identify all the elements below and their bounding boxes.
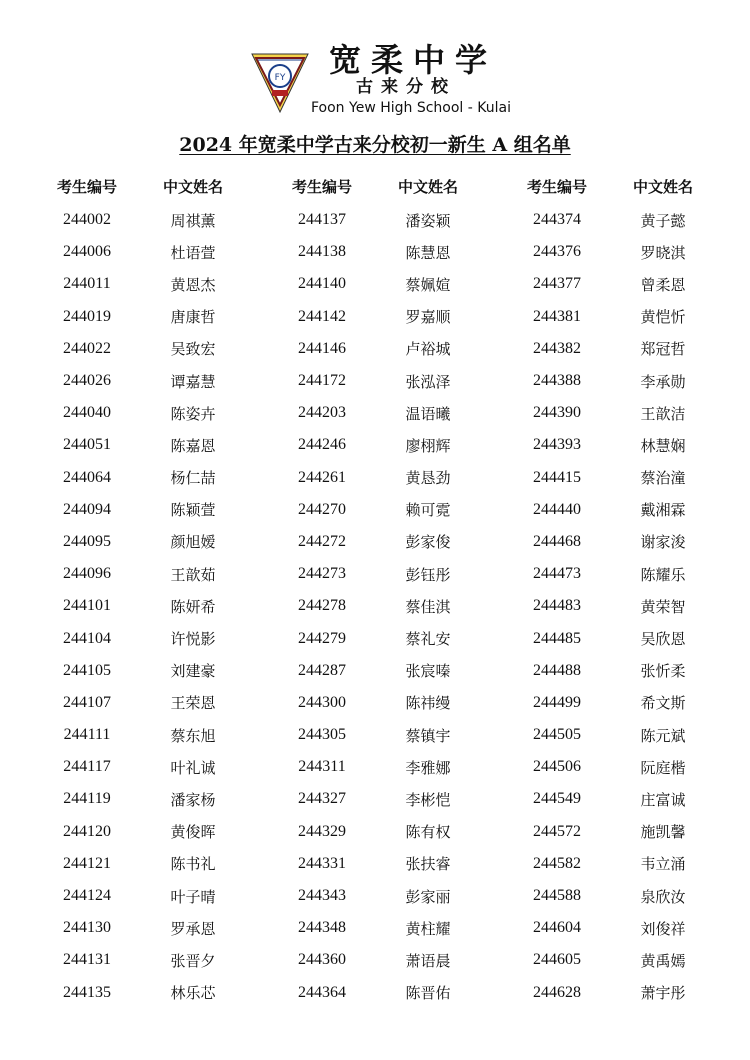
table-row — [34, 687, 246, 719]
student-name: 黄恩杰 — [170, 275, 216, 294]
student-id: 244094 — [63, 500, 111, 518]
table-row — [504, 655, 716, 687]
table-row — [504, 590, 716, 622]
student-name: 李承勋 — [640, 372, 686, 391]
table-row — [269, 687, 481, 719]
table-row — [269, 655, 481, 687]
student-id: 244011 — [63, 275, 111, 293]
table-row — [504, 751, 716, 783]
student-name: 颜旭嫒 — [170, 533, 216, 552]
table-row — [504, 333, 716, 365]
student-name: 王荣恩 — [170, 694, 216, 713]
table-row — [34, 526, 246, 558]
student-id: 244107 — [63, 693, 111, 711]
student-id: 244364 — [298, 983, 346, 1001]
student-name: 黄禹嫣 — [640, 951, 686, 970]
table-row — [269, 301, 481, 333]
student-name: 曾柔恩 — [640, 275, 686, 294]
table-row — [34, 558, 246, 590]
student-id: 244287 — [298, 661, 346, 679]
branch-name-zh: 古来分校 — [356, 77, 456, 97]
school-name-zh: 宽柔中学 — [328, 41, 497, 79]
column-header-row — [34, 168, 246, 204]
student-name: 林乐芯 — [170, 984, 216, 1003]
student-id: 244272 — [298, 532, 346, 550]
student-name: 蔡礼安 — [405, 630, 451, 649]
table-row — [34, 816, 246, 848]
student-id: 244440 — [533, 500, 581, 518]
student-name: 陈元斌 — [640, 726, 686, 745]
student-name: 叶子晴 — [170, 887, 216, 906]
table-row — [504, 558, 716, 590]
student-name: 罗嘉顺 — [405, 308, 451, 327]
student-id: 244104 — [63, 629, 111, 647]
student-name: 潘姿颖 — [405, 211, 451, 230]
table-row — [269, 365, 481, 397]
student-name: 黄恳劲 — [405, 469, 451, 488]
student-id: 244483 — [533, 597, 581, 615]
student-id: 244040 — [63, 404, 111, 422]
table-row — [269, 719, 481, 751]
table-row — [504, 816, 716, 848]
student-name: 萧宇彤 — [640, 984, 686, 1003]
student-name: 潘家杨 — [170, 790, 216, 809]
student-name: 黄俊晖 — [170, 823, 216, 842]
column-header-row — [269, 168, 481, 204]
student-name: 李雅娜 — [405, 758, 451, 777]
student-list — [34, 168, 734, 1008]
student-id: 244506 — [533, 758, 581, 776]
student-id: 244101 — [63, 597, 111, 615]
student-id: 244096 — [63, 565, 111, 583]
table-row — [34, 880, 246, 912]
student-id: 244146 — [298, 339, 346, 357]
student-id: 244006 — [63, 243, 111, 261]
student-name: 施凯馨 — [640, 823, 686, 842]
student-name: 黄恺忻 — [640, 308, 686, 327]
student-name: 吴欣恩 — [640, 630, 686, 649]
student-name: 张忻柔 — [640, 662, 686, 681]
student-id: 244473 — [533, 565, 581, 583]
table-row — [504, 429, 716, 461]
student-name: 彭家俊 — [405, 533, 451, 552]
student-name: 蔡佳淇 — [405, 597, 451, 616]
student-name: 李彬恺 — [405, 790, 451, 809]
student-name: 黄子懿 — [640, 211, 686, 230]
table-row — [34, 365, 246, 397]
student-id: 244549 — [533, 790, 581, 808]
student-name: 庄富诚 — [640, 790, 686, 809]
student-name: 林慧娴 — [640, 436, 686, 455]
student-name: 陈姿卉 — [170, 404, 216, 423]
table-row — [269, 880, 481, 912]
table-row — [269, 494, 481, 526]
student-id: 244376 — [533, 243, 581, 261]
student-name: 王歆洁 — [640, 404, 686, 423]
table-row — [269, 397, 481, 429]
header-id: 考生编号 — [526, 177, 587, 196]
student-name: 张泓泽 — [405, 372, 451, 391]
student-id: 244390 — [533, 404, 581, 422]
student-id: 244393 — [533, 436, 581, 454]
header-id: 考生编号 — [56, 177, 117, 196]
student-name: 谭嘉慧 — [170, 372, 216, 391]
student-id: 244246 — [298, 436, 346, 454]
student-id: 244119 — [63, 790, 111, 808]
student-name: 杜语萱 — [170, 243, 216, 262]
table-row — [504, 236, 716, 268]
table-row — [269, 590, 481, 622]
table-row — [269, 429, 481, 461]
student-name: 陈有权 — [405, 823, 451, 842]
table-row — [269, 558, 481, 590]
student-name: 陈嘉恩 — [170, 436, 216, 455]
table-row — [34, 590, 246, 622]
table-row — [34, 333, 246, 365]
student-id: 244120 — [63, 822, 111, 840]
student-id: 244343 — [298, 887, 346, 905]
student-id: 244111 — [63, 726, 111, 744]
student-id: 244327 — [298, 790, 346, 808]
student-id: 244311 — [298, 758, 346, 776]
student-id: 244273 — [298, 565, 346, 583]
table-row — [34, 462, 246, 494]
student-id: 244300 — [298, 693, 346, 711]
student-name: 许悦影 — [170, 630, 216, 649]
student-name: 韦立涌 — [640, 855, 686, 874]
student-id: 244485 — [533, 629, 581, 647]
student-name: 黄荣智 — [640, 597, 686, 616]
student-name: 陈颖萱 — [170, 501, 216, 520]
student-id: 244051 — [63, 436, 111, 454]
student-id: 244279 — [298, 629, 346, 647]
student-name: 刘俊祥 — [640, 919, 686, 938]
student-name: 蔡东旭 — [170, 726, 216, 745]
student-id: 244124 — [63, 887, 111, 905]
student-id: 244360 — [298, 951, 346, 969]
table-row — [504, 526, 716, 558]
student-id: 244002 — [63, 211, 111, 229]
student-name: 罗晓淇 — [640, 243, 686, 262]
table-row — [269, 912, 481, 944]
table-row — [269, 944, 481, 976]
table-row — [504, 848, 716, 880]
student-name: 希文斯 — [640, 694, 686, 713]
student-id: 244019 — [63, 307, 111, 325]
table-row — [504, 977, 716, 1009]
student-name: 刘建豪 — [170, 662, 216, 681]
table-row — [269, 816, 481, 848]
student-name: 唐康哲 — [170, 308, 216, 327]
title-text: 2024 年宽柔中学古来分校初一新生 A 组名单 — [179, 134, 571, 156]
table-row — [504, 687, 716, 719]
student-id: 244604 — [533, 919, 581, 937]
table-row — [34, 494, 246, 526]
student-name: 阮庭楷 — [640, 758, 686, 777]
student-name: 温语曦 — [405, 404, 451, 423]
column-header-row — [504, 168, 716, 204]
student-id: 244261 — [298, 468, 346, 486]
student-name: 罗承恩 — [170, 919, 216, 938]
school-name-en: Foon Yew High School - Kulai — [311, 100, 511, 116]
student-name: 陈妍希 — [170, 597, 216, 616]
student-name: 蔡镇宇 — [405, 726, 451, 745]
student-name: 郑冠哲 — [640, 340, 686, 359]
student-name: 陈耀乐 — [640, 565, 686, 584]
student-name: 戴湘霖 — [640, 501, 686, 520]
table-row — [269, 783, 481, 815]
student-id: 244203 — [298, 404, 346, 422]
table-row — [504, 880, 716, 912]
table-row — [269, 977, 481, 1009]
student-name: 王歆茹 — [170, 565, 216, 584]
student-name: 彭钰彤 — [405, 565, 451, 584]
table-row — [34, 204, 246, 236]
student-id: 244026 — [63, 372, 111, 390]
student-id: 244381 — [533, 307, 581, 325]
student-name: 蔡姵媗 — [405, 275, 451, 294]
student-name: 吴致宏 — [170, 340, 216, 359]
table-row — [34, 977, 246, 1009]
list-column — [34, 168, 246, 1009]
table-row — [504, 783, 716, 815]
table-row — [34, 301, 246, 333]
student-id: 244468 — [533, 532, 581, 550]
student-name: 张晋夕 — [170, 951, 216, 970]
student-name: 卢裕城 — [405, 340, 451, 359]
header-name: 中文姓名 — [162, 177, 223, 196]
table-row — [34, 944, 246, 976]
table-row — [504, 204, 716, 236]
student-id: 244377 — [533, 275, 581, 293]
table-row — [504, 944, 716, 976]
student-name: 黄柱耀 — [405, 919, 451, 938]
student-id: 244137 — [298, 211, 346, 229]
student-name: 陈书礼 — [170, 855, 216, 874]
student-id: 244388 — [533, 372, 581, 390]
student-id: 244374 — [533, 211, 581, 229]
table-row — [269, 622, 481, 654]
student-id: 244131 — [63, 951, 111, 969]
table-row — [269, 268, 481, 300]
table-row — [34, 912, 246, 944]
student-id: 244605 — [533, 951, 581, 969]
table-row — [504, 494, 716, 526]
student-name: 彭家丽 — [405, 887, 451, 906]
student-id: 244117 — [63, 758, 111, 776]
student-id: 244331 — [298, 854, 346, 872]
table-row — [34, 848, 246, 880]
table-row — [269, 236, 481, 268]
table-row — [269, 751, 481, 783]
student-id: 244382 — [533, 339, 581, 357]
student-id: 244305 — [298, 726, 346, 744]
student-id: 244572 — [533, 822, 581, 840]
list-column — [504, 168, 716, 1009]
student-id: 244278 — [298, 597, 346, 615]
student-id: 244505 — [533, 726, 581, 744]
table-row — [34, 268, 246, 300]
student-name: 杨仁喆 — [170, 469, 216, 488]
student-name: 赖可霓 — [405, 501, 451, 520]
student-name: 张扶睿 — [405, 855, 451, 874]
student-id: 244095 — [63, 532, 111, 550]
table-row — [34, 397, 246, 429]
student-id: 244499 — [533, 693, 581, 711]
svg-text:FY: FY — [274, 73, 286, 83]
table-row — [269, 462, 481, 494]
student-id: 244582 — [533, 854, 581, 872]
table-row — [269, 333, 481, 365]
list-column — [269, 168, 481, 1009]
table-row — [504, 301, 716, 333]
student-id: 244270 — [298, 500, 346, 518]
table-row — [504, 719, 716, 751]
student-id: 244135 — [63, 983, 111, 1001]
table-row — [34, 783, 246, 815]
table-row — [269, 526, 481, 558]
student-id: 244138 — [298, 243, 346, 261]
table-row — [34, 719, 246, 751]
student-name: 陈晋佑 — [405, 984, 451, 1003]
student-name: 周祺薰 — [170, 211, 216, 230]
table-row — [269, 204, 481, 236]
student-id: 244064 — [63, 468, 111, 486]
table-row — [34, 429, 246, 461]
table-row — [34, 622, 246, 654]
student-id: 244588 — [533, 887, 581, 905]
student-id: 244105 — [63, 661, 111, 679]
document-title — [0, 130, 750, 157]
student-id: 244172 — [298, 372, 346, 390]
student-name: 陈慧恩 — [405, 243, 451, 262]
table-row — [34, 236, 246, 268]
student-id: 244022 — [63, 339, 111, 357]
document-header — [0, 0, 750, 125]
student-id: 244130 — [63, 919, 111, 937]
student-id: 244488 — [533, 661, 581, 679]
table-row — [269, 848, 481, 880]
student-name: 张宸嗪 — [405, 662, 451, 681]
table-row — [504, 365, 716, 397]
student-name: 叶礼诚 — [170, 758, 216, 777]
table-row — [504, 622, 716, 654]
header-name: 中文姓名 — [632, 177, 693, 196]
student-id: 244415 — [533, 468, 581, 486]
table-row — [504, 912, 716, 944]
student-id: 244329 — [298, 822, 346, 840]
student-name: 廖栩辉 — [405, 436, 451, 455]
student-name: 陈祎缦 — [405, 694, 451, 713]
table-row — [504, 268, 716, 300]
student-name: 泉欣汝 — [640, 887, 686, 906]
student-id: 244348 — [298, 919, 346, 937]
student-name: 蔡治潼 — [640, 469, 686, 488]
student-id: 244140 — [298, 275, 346, 293]
school-logo — [250, 52, 310, 114]
table-row — [504, 397, 716, 429]
table-row — [34, 751, 246, 783]
table-row — [504, 462, 716, 494]
student-id: 244628 — [533, 983, 581, 1001]
student-name: 谢家浚 — [640, 533, 686, 552]
student-name: 萧语晨 — [405, 951, 451, 970]
student-id: 244121 — [63, 854, 111, 872]
table-row — [34, 655, 246, 687]
header-name: 中文姓名 — [397, 177, 458, 196]
header-id: 考生编号 — [291, 177, 352, 196]
student-id: 244142 — [298, 307, 346, 325]
